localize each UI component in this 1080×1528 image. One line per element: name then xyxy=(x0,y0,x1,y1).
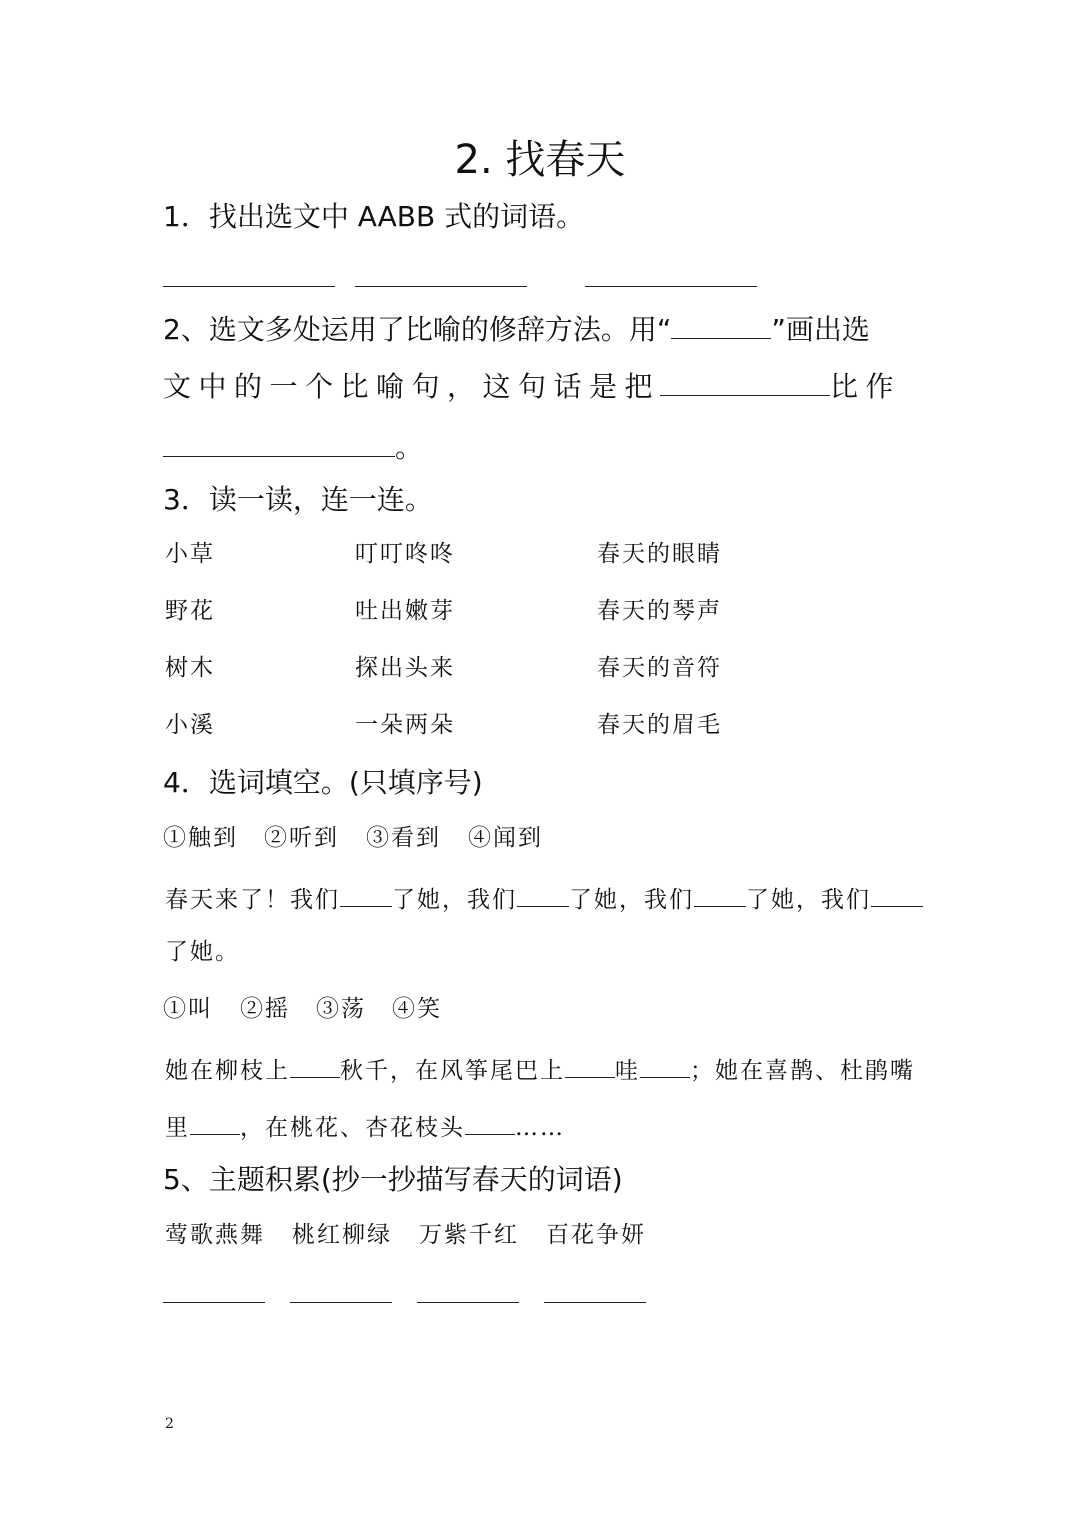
q2-line-2 xyxy=(163,367,901,407)
page-title: 2. 找春天 xyxy=(454,137,626,183)
q4-option: ①触到 xyxy=(163,825,238,851)
q2-text-d: 比作 xyxy=(830,370,902,403)
q4-s2-text: 哇 xyxy=(615,1058,640,1084)
q3-col3-item[interactable]: 春天的眼睛 xyxy=(597,541,722,567)
q1-answer-line-3[interactable] xyxy=(585,286,757,287)
q4-s1-text: 了她，我们 xyxy=(392,887,517,913)
q4-option: ③看到 xyxy=(366,825,441,851)
q2-text-e: 。 xyxy=(395,431,424,464)
q4-blank[interactable] xyxy=(871,878,923,907)
q4-option: ②摇 xyxy=(240,996,290,1022)
q4-blank[interactable] xyxy=(340,878,392,907)
q1-heading: 1．找出选文中 AABB 式的词语。 xyxy=(163,200,585,233)
q4-sentence-1 xyxy=(165,878,923,917)
q1-answer-line-1[interactable] xyxy=(163,286,335,287)
q4-s1-text: 春天来了！我们 xyxy=(165,887,340,913)
q3-col2-item[interactable]: 探出头来 xyxy=(355,655,455,681)
q5-heading: 5、主题积累(抄一抄描写春天的词语) xyxy=(163,1163,623,1196)
q4-blank[interactable] xyxy=(290,1049,340,1078)
q4-blank[interactable] xyxy=(190,1106,240,1135)
q4-option: ①叫 xyxy=(163,996,213,1022)
q3-col2-item[interactable]: 叮叮咚咚 xyxy=(355,541,455,567)
q3-col1-item[interactable]: 树木 xyxy=(165,655,215,681)
q4-s2-text: ，在桃花、杏花枝头 xyxy=(240,1115,465,1141)
q3-col3-item[interactable]: 春天的音符 xyxy=(597,655,722,681)
q3-col1-item[interactable]: 野花 xyxy=(165,598,215,624)
q3-heading: 3．读一读，连一连。 xyxy=(163,483,433,516)
q2-text-c: 文中的一个比喻句，这句话是把 xyxy=(163,370,661,403)
q1-answer-line-2[interactable] xyxy=(355,286,527,287)
q5-answer-line-1[interactable] xyxy=(163,1302,265,1303)
q4-blank[interactable] xyxy=(640,1049,690,1078)
q4-sentence-2 xyxy=(165,1049,915,1088)
q5-answer-line-3[interactable] xyxy=(417,1302,519,1303)
q3-col3-item[interactable]: 春天的琴声 xyxy=(597,598,722,624)
q4-s1-text: 了她，我们 xyxy=(569,887,694,913)
q4-s2-text: …… xyxy=(515,1115,565,1141)
q4-option: ④笑 xyxy=(392,996,442,1022)
q5-word: 百花争妍 xyxy=(546,1222,646,1248)
q4-option: ④闻到 xyxy=(468,825,543,851)
q5-word: 莺歌燕舞 xyxy=(165,1222,265,1248)
q4-s2-text: 秋千，在风筝尾巴上 xyxy=(340,1058,565,1084)
q2-blank-subject[interactable] xyxy=(660,367,830,396)
q4-sentence-2-cont xyxy=(165,1106,565,1145)
q4-blank[interactable] xyxy=(565,1049,615,1078)
q4-s1-text: 了她，我们 xyxy=(746,887,871,913)
q3-col1-item[interactable]: 小溪 xyxy=(165,712,215,738)
q3-col2-item[interactable]: 吐出嫩芽 xyxy=(355,598,455,624)
q4-s2-text: 她在柳枝上 xyxy=(165,1058,290,1084)
q4-blank[interactable] xyxy=(517,878,569,907)
q4-s2-text: 里 xyxy=(165,1115,190,1141)
q4-blank[interactable] xyxy=(465,1106,515,1135)
page-number: 2 xyxy=(165,1416,174,1432)
q4-option: ③荡 xyxy=(316,996,366,1022)
q2-text-a: 2、选文多处运用了比喻的修辞方法。用“ xyxy=(163,313,672,346)
q4-heading: 4．选词填空。(只填序号) xyxy=(163,766,483,799)
q5-word: 万紫千红 xyxy=(419,1222,519,1248)
q3-col2-item[interactable]: 一朵两朵 xyxy=(355,712,455,738)
q2-text-b: ”画出选 xyxy=(771,313,870,346)
q2-blank-mark[interactable] xyxy=(671,310,771,339)
q4-option: ②听到 xyxy=(264,825,339,851)
q2-line-3 xyxy=(163,428,423,468)
q4-s1-end: 了她。 xyxy=(165,939,240,965)
q5-answer-line-2[interactable] xyxy=(290,1302,392,1303)
q4-s2-text: ；她在喜鹊、杜鹃嘴 xyxy=(690,1058,915,1084)
q4-blank[interactable] xyxy=(694,878,746,907)
q2-blank-object[interactable] xyxy=(163,428,395,457)
q3-col3-item[interactable]: 春天的眉毛 xyxy=(597,712,722,738)
q3-col1-item[interactable]: 小草 xyxy=(165,541,215,567)
q2-line-1 xyxy=(163,310,870,350)
q5-answer-line-4[interactable] xyxy=(544,1302,646,1303)
q5-word: 桃红柳绿 xyxy=(292,1222,392,1248)
